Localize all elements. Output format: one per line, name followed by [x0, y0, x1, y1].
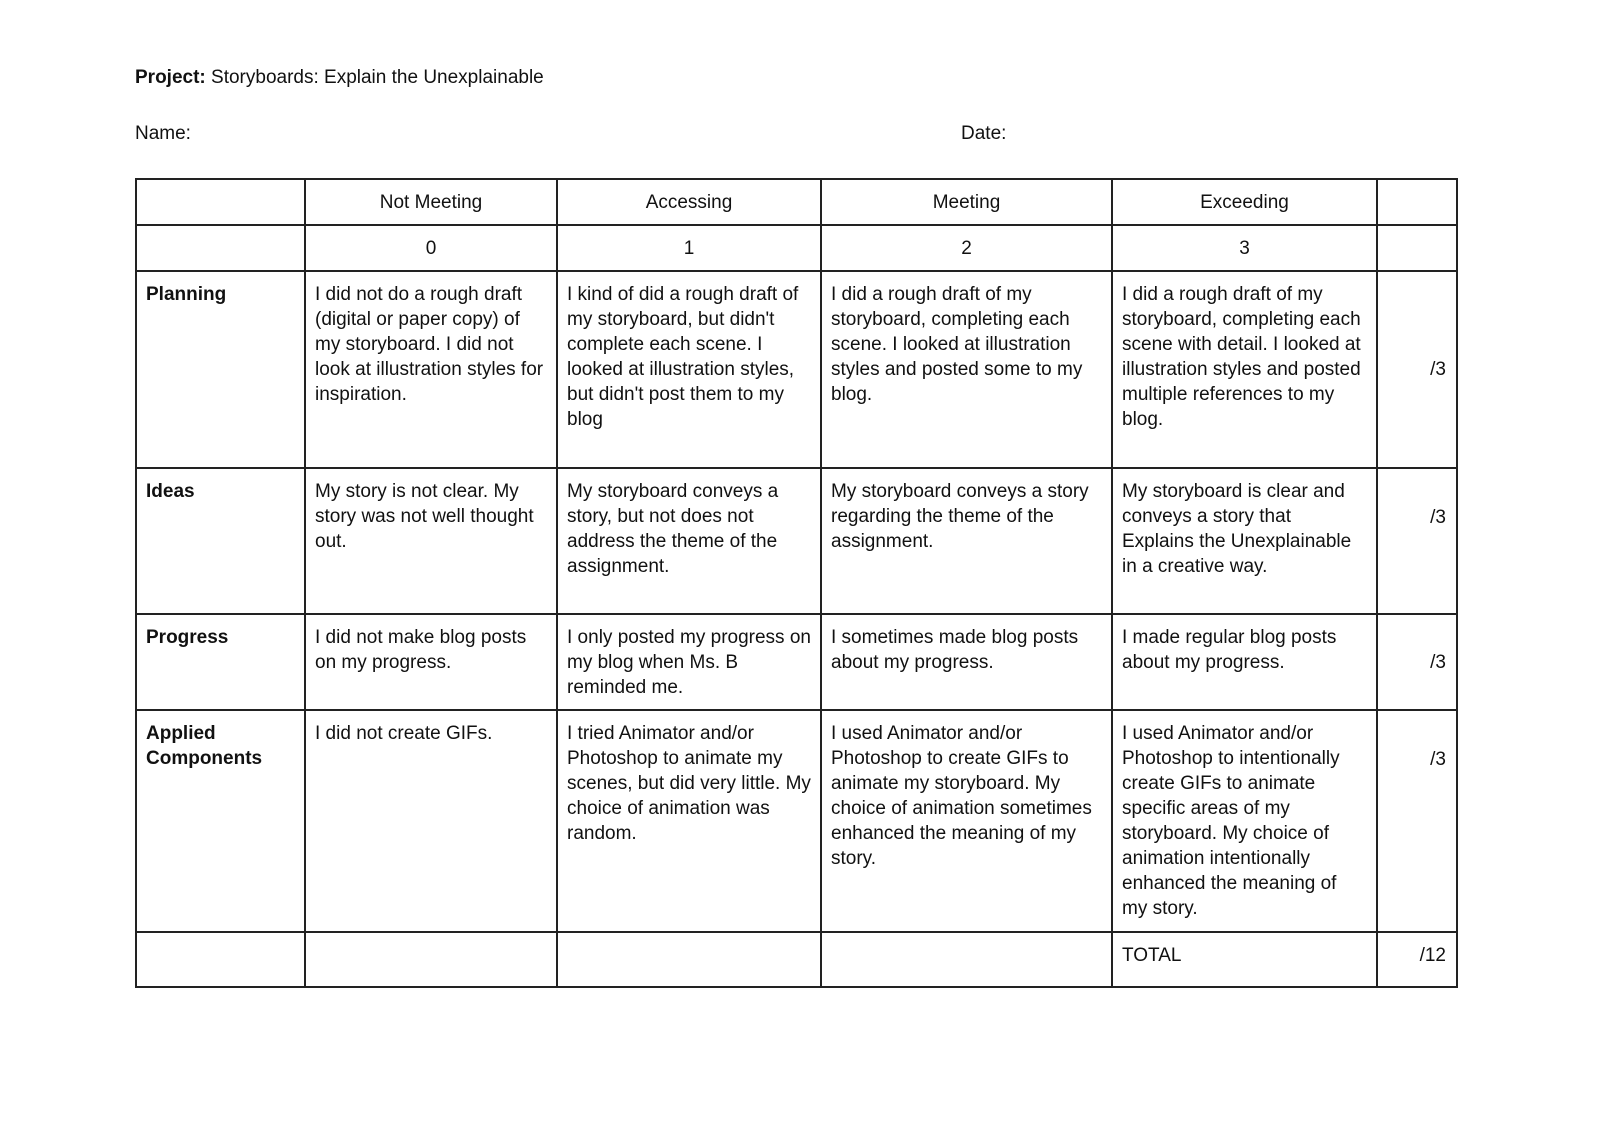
descriptor-cell: My storyboard conveys a story regarding the theme of the assignment. — [821, 468, 1112, 614]
descriptor-cell: My storyboard conveys a story, but not does not address the theme of the assignment. — [557, 468, 821, 614]
score-cell: /3 — [1377, 271, 1457, 468]
score-cell: /3 — [1377, 710, 1457, 932]
blank-cell — [821, 932, 1112, 987]
criterion-label: Progress — [136, 614, 305, 710]
header-blank — [1377, 225, 1457, 271]
descriptor-cell: My story is not clear. My story was not well thought out. — [305, 468, 557, 614]
descriptor-cell: I did a rough draft of my storyboard, completing each scene. I looked at illustration styles and posted some to my blog. — [821, 271, 1112, 468]
total-label: TOTAL — [1112, 932, 1377, 987]
project-title: Storyboards: Explain the Unexplainable — [211, 67, 544, 88]
descriptor-cell: I made regular blog posts about my progress. — [1112, 614, 1377, 710]
header-blank — [136, 179, 305, 225]
header-blank — [136, 225, 305, 271]
score-cell: /3 — [1377, 468, 1457, 614]
points-3: 3 — [1112, 225, 1377, 271]
level-exceeding: Exceeding — [1112, 179, 1377, 225]
points-0: 0 — [305, 225, 557, 271]
descriptor-cell: I did not create GIFs. — [305, 710, 557, 932]
descriptor-cell: I used Animator and/or Photoshop to intentionally create GIFs to animate specific areas of my storyboard. My choice of animation intentionally enhanced the meaning of my story. — [1112, 710, 1377, 932]
criterion-label: Ideas — [136, 468, 305, 614]
descriptor-cell: I did not do a rough draft (digital or paper copy) of my storyboard. I did not look at illustration styles for inspiration. — [305, 271, 557, 468]
date-label: Date: — [961, 123, 1007, 144]
rubric-table — [135, 178, 1458, 988]
points-header-row — [136, 225, 1457, 271]
total-row — [136, 932, 1457, 987]
criterion-label: Planning — [136, 271, 305, 468]
total-score: /12 — [1377, 932, 1457, 987]
name-label: Name: — [135, 123, 191, 144]
descriptor-cell: I did a rough draft of my storyboard, completing each scene with detail. I looked at illustration styles and posted multiple references to my blog. — [1112, 271, 1377, 468]
table-row — [136, 468, 1457, 614]
table-row — [136, 710, 1457, 932]
level-not-meeting: Not Meeting — [305, 179, 557, 225]
table-row — [136, 271, 1457, 468]
blank-cell — [136, 932, 305, 987]
descriptor-cell: My storyboard is clear and conveys a story that Explains the Unexplainable in a creative way. — [1112, 468, 1377, 614]
descriptor-cell: I tried Animator and/or Photoshop to animate my scenes, but did very little. My choice of animation was random. — [557, 710, 821, 932]
blank-cell — [305, 932, 557, 987]
score-cell: /3 — [1377, 614, 1457, 710]
blank-cell — [557, 932, 821, 987]
descriptor-cell: I did not make blog posts on my progress. — [305, 614, 557, 710]
project-line — [135, 67, 544, 89]
descriptor-cell: I kind of did a rough draft of my storyboard, but didn't complete each scene. I looked at illustration styles, but didn't post them to my blog — [557, 271, 821, 468]
table-row — [136, 614, 1457, 710]
descriptor-cell: I only posted my progress on my blog when Ms. B reminded me. — [557, 614, 821, 710]
level-accessing: Accessing — [557, 179, 821, 225]
points-1: 1 — [557, 225, 821, 271]
points-2: 2 — [821, 225, 1112, 271]
descriptor-cell: I used Animator and/or Photoshop to create GIFs to animate my storyboard. My choice of animation sometimes enhanced the meaning of my story. — [821, 710, 1112, 932]
project-label: Project: — [135, 67, 206, 88]
level-header-row — [136, 179, 1457, 225]
level-meeting: Meeting — [821, 179, 1112, 225]
criterion-label: Applied Components — [136, 710, 305, 932]
header-blank — [1377, 179, 1457, 225]
descriptor-cell: I sometimes made blog posts about my progress. — [821, 614, 1112, 710]
